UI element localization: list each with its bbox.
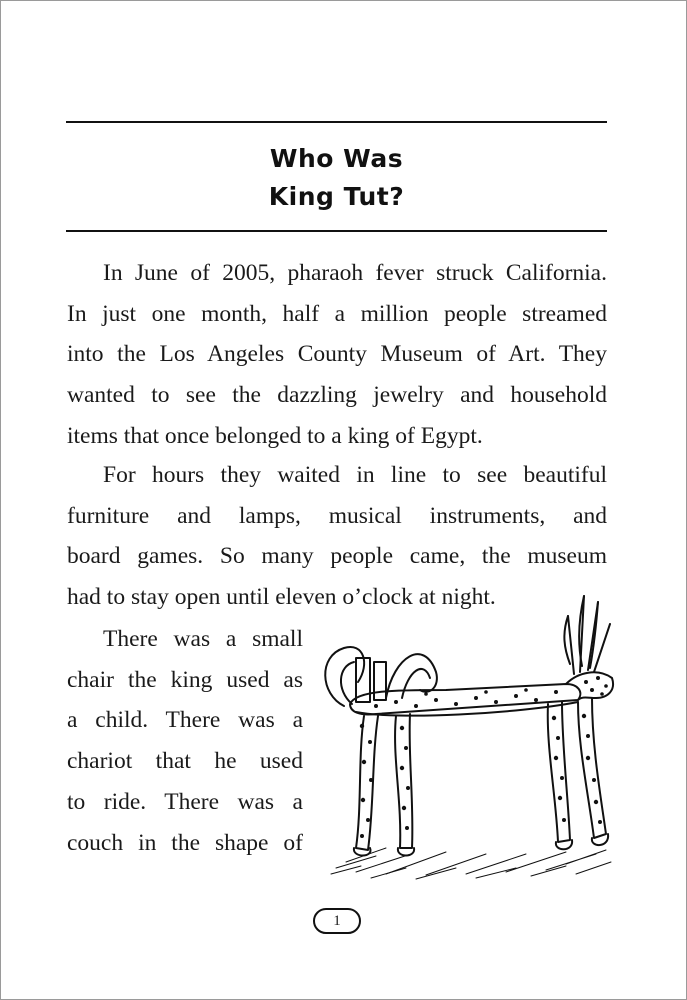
text-line: items that once belonged to a king of Egypt. <box>67 422 483 449</box>
text-line: In June of 2005, pharaoh fever struck California. <box>103 260 607 286</box>
text-line: wanted to see the dazzling jewelry and household <box>67 382 607 409</box>
text-line: a child. There was a <box>67 707 303 734</box>
text-line: into the Los Angeles County Museum of Art. They <box>67 341 607 368</box>
chapter-title-line-2: King Tut? <box>268 182 405 211</box>
leopard-couch-illustration <box>316 586 616 886</box>
text-line: to ride. There was a <box>67 788 303 815</box>
title-rule-bottom <box>66 230 607 232</box>
paragraph-3 <box>67 619 303 863</box>
text-line: board games. So many people came, the museum <box>67 543 607 570</box>
text-line: furniture and lamps, musical instruments, and <box>67 502 607 529</box>
text-line: In just one month, half a million people streamed <box>67 300 607 327</box>
paragraph-1 <box>67 253 607 457</box>
text-line: chair the king used as <box>67 666 303 693</box>
chapter-title-line-1: Who Was <box>269 144 404 173</box>
text-line: There was a small <box>103 626 303 652</box>
text-line: For hours they waited in line to see beautiful <box>103 462 607 488</box>
ground-hatching <box>331 848 611 879</box>
title-rule-top <box>66 121 607 123</box>
text-line: had to stay open until eleven o’clock at night. <box>67 584 496 611</box>
text-line: chariot that he used <box>67 748 303 775</box>
text-line: couch in the shape of <box>67 829 303 856</box>
chapter-title <box>66 140 607 216</box>
page-number: 1 <box>313 908 361 934</box>
